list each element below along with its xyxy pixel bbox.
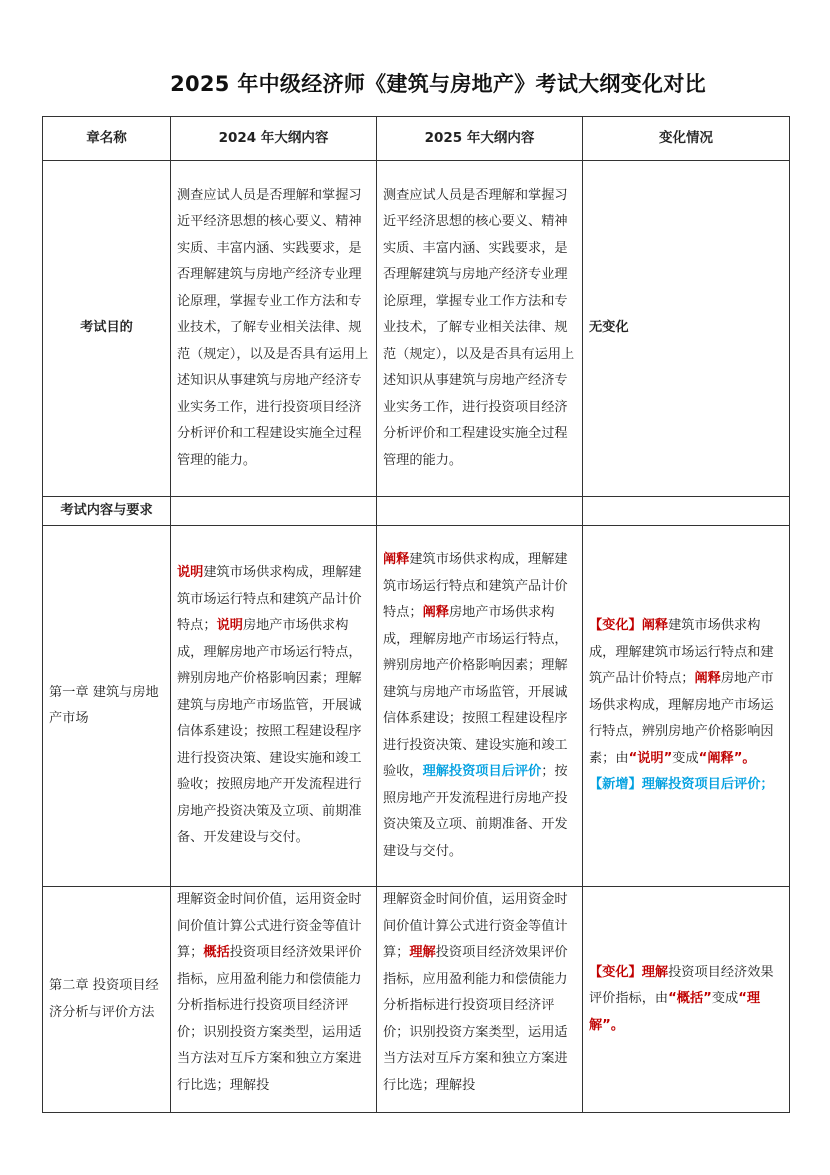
section-name: 考试内容与要求 [43, 497, 171, 526]
keyword: 阐释 [641, 618, 669, 634]
new-term: “阐释”。 [698, 750, 756, 766]
new-term: “理解”。 [589, 991, 761, 1033]
table-header-row [43, 117, 790, 161]
text-run: 建筑市场供求构成，理解建筑市场运行特点和建筑产品计价特点； [383, 552, 568, 620]
purpose-name: 考试目的 [43, 161, 171, 497]
new-item: 理解投资项目后评价 [422, 764, 542, 779]
text-run: 建筑市场供求构成，理解建筑市场运行特点和建筑产品计价特点； [177, 565, 362, 634]
chapter-2-2025-text [377, 887, 583, 1113]
comparison-table [42, 116, 790, 1113]
text-run: 变成 [672, 750, 699, 766]
keyword: 概括 [203, 945, 230, 960]
text-run: 变成 [711, 991, 739, 1007]
section-empty-change [583, 497, 790, 526]
table-row-section [43, 497, 790, 526]
page-title: 2025 年中级经济师《建筑与房地产》考试大纲变化对比 [170, 72, 706, 96]
text-run: 房地产市场供求构成，理解房地产市场运行特点，辨别房地产价格影响因素；由 [589, 671, 774, 766]
keyword: 理解 [641, 964, 669, 980]
old-term: “说明” [628, 750, 673, 766]
header-2024-content: 2024 年大纲内容 [171, 117, 377, 161]
keyword: 说明 [177, 565, 204, 581]
keyword: 理解 [409, 945, 436, 960]
text-run: 房地产市场供求构成，理解房地产市场运行特点，辨别房地产价格影响因素；理解建筑与房地产市场监管，开展诚信体系建设；按照工程建设程序进行投资决策、建设实施和竣工验收， [383, 605, 568, 779]
change-tag: 【变化】 [589, 618, 642, 634]
chapter-1-2025-text [377, 526, 583, 887]
purpose-2025-text: 测查应试人员是否理解和掌握习近平经济思想的核心要义、精神实质、丰富内涵、实践要求，是否理解建筑与房地产经济专业理论原理，掌握专业工作方法和专业技术，了解专业相关法律、规范（规定），以及是否具有运用上述知识从事建筑与房地产经济专业实务工作，进行投资项目经济分析评价和工程建设实施全过程管理的能力。 [377, 161, 583, 497]
text-run: ；按照房地产开发流程进行房地产投资决策及立项、前期准备、开发建设与交付。 [383, 764, 568, 859]
text-run: 投资项目经济效果评价指标，应用盈利能力和偿债能力分析指标进行投资项目经济评价；识别投资方案类型，运用适当方法对互斥方案和独立方案进行比选；理解投 [383, 945, 568, 1093]
chapter-1-name: 第一章 建筑与房地产市场 [43, 526, 171, 887]
header-2025-content: 2025 年大纲内容 [377, 117, 583, 161]
text-run: 房地产市场供求构成，理解房地产市场运行特点，辨别房地产价格影响因素；理解建筑与房地产市场监管，开展诚信体系建设；按照工程建设程序进行投资决策、建设实施和竣工验收；按照房地产开发流程进行房地产投资决策及立项、前期准备、开发建设与交付。 [177, 618, 362, 846]
chapter-2-2024-text [171, 887, 377, 1113]
text-run: 理解资金时间价值，运用资金时间价值计算公式进行资金等值计算； [177, 892, 362, 960]
text-run: 投资项目经济效果评价指标，由 [589, 964, 774, 1007]
chapter-1-2024-text [171, 526, 377, 887]
table-row-purpose [43, 161, 790, 497]
text-run: 理解资金时间价值，运用资金时间价值计算公式进行资金等值计算； [383, 892, 568, 960]
table-row-chapter-1 [43, 526, 790, 887]
chapter-2-change [583, 887, 790, 1113]
chapter-1-change [583, 526, 790, 887]
new-tag: 【新增】理解投资项目后评价； [589, 777, 774, 793]
section-empty-2024 [171, 497, 377, 526]
section-empty-2025 [377, 497, 583, 526]
keyword: 阐释 [383, 552, 410, 567]
chapter-2-name: 第二章 投资项目经济分析与评价方法 [43, 887, 171, 1113]
header-chapter-name: 章名称 [43, 117, 171, 161]
text-run: 建筑市场供求构成，理解建筑市场运行特点和建筑产品计价特点； [589, 618, 774, 687]
change-tag: 【变化】 [589, 964, 642, 980]
old-term: “概括” [668, 991, 712, 1007]
purpose-2024-text: 测查应试人员是否理解和掌握习近平经济思想的核心要义、精神实质、丰富内涵、实践要求，是否理解建筑与房地产经济专业理论原理，掌握专业工作方法和专业技术，了解专业相关法律、规范（规定），以及是否具有运用上述知识从事建筑与房地产经济专业实务工作，进行投资项目经济分析评价和工程建设实施全过程管理的能力。 [171, 161, 377, 497]
keyword: 阐释 [694, 671, 721, 687]
header-change: 变化情况 [583, 117, 790, 161]
keyword: 阐释 [422, 605, 449, 620]
table-row-chapter-2 [43, 887, 790, 1113]
keyword: 说明 [216, 618, 243, 634]
text-run: 投资项目经济效果评价指标，应用盈利能力和偿债能力分析指标进行投资项目经济评价；识别投资方案类型，运用适当方法对互斥方案和独立方案进行比选；理解投 [177, 945, 362, 1093]
purpose-change: 无变化 [583, 161, 790, 497]
